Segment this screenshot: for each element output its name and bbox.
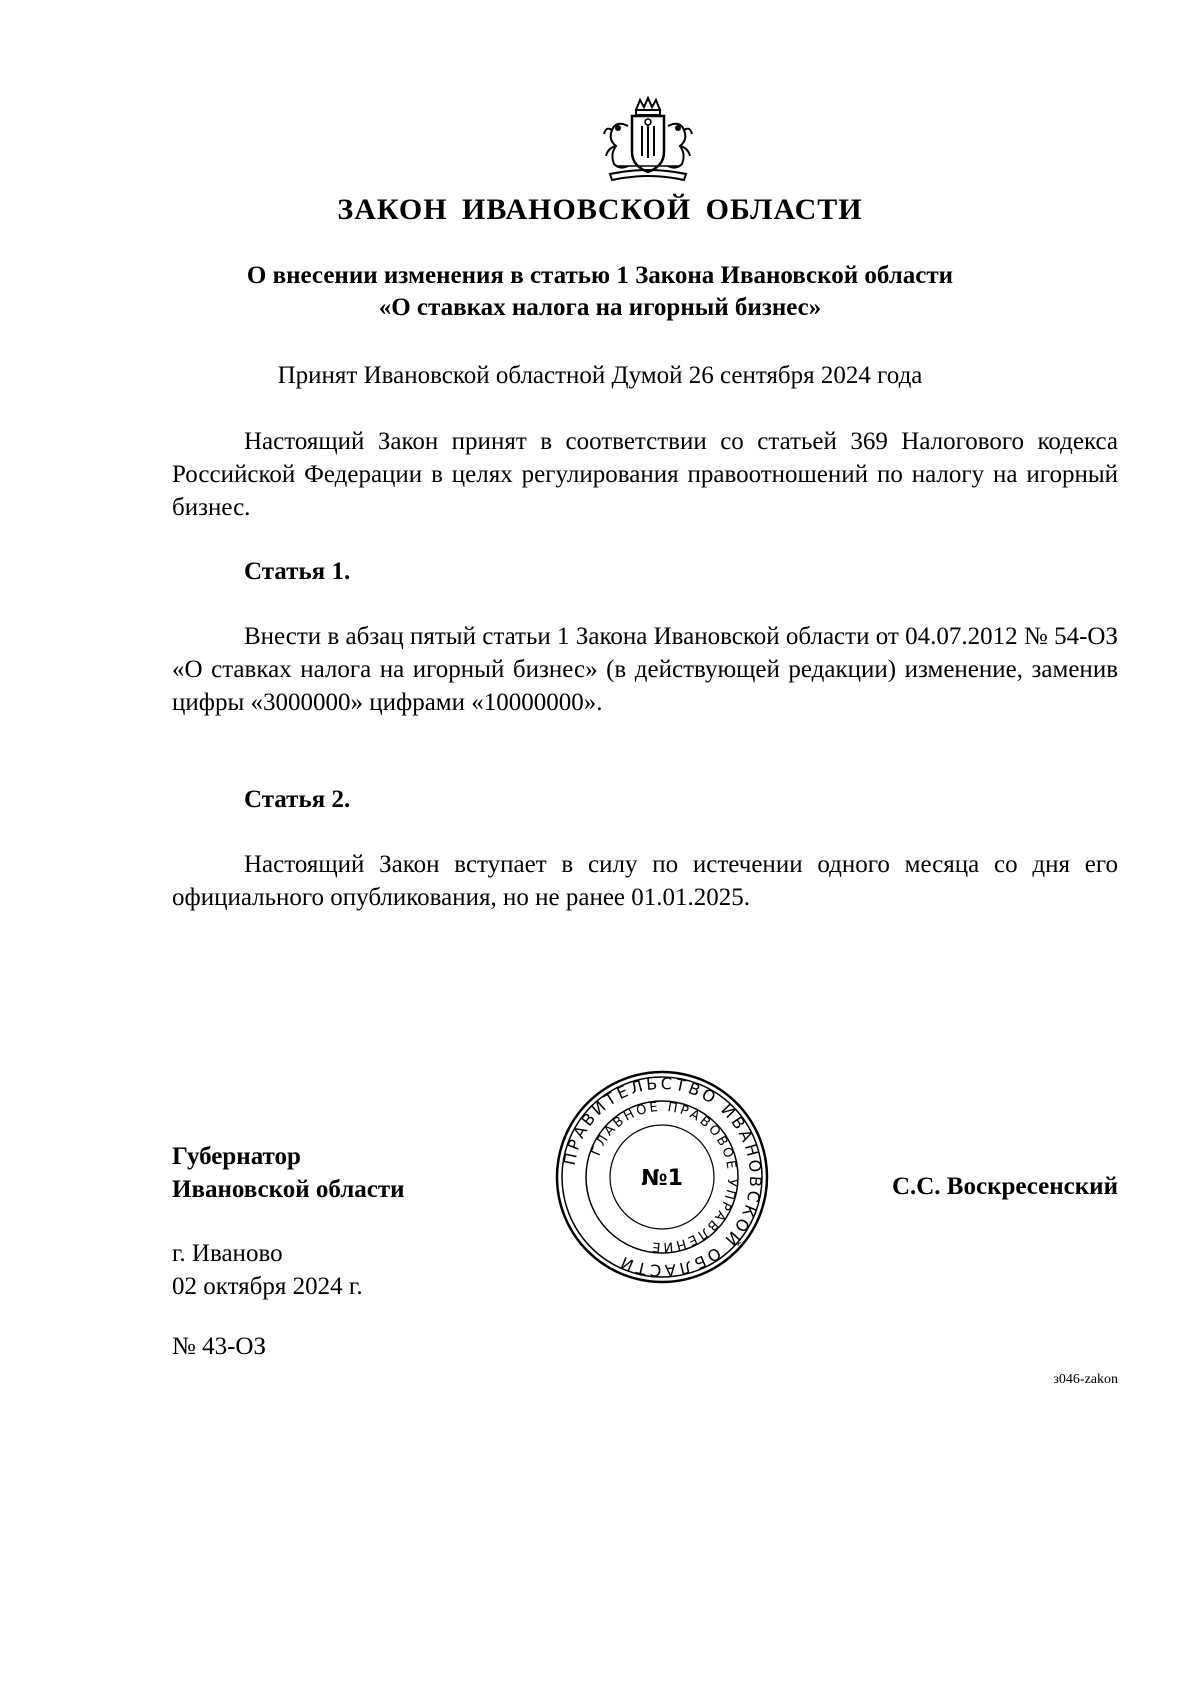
seal-inner-text: ГЛАВНОЕ ПРАВОВОЕ УПРАВЛЕНИЕ — [588, 1099, 740, 1255]
document-subtitle — [0, 260, 1200, 324]
article-2-heading: Статья 2. — [244, 786, 351, 813]
city: г. Иваново — [172, 1240, 283, 1267]
document-title: ЗАКОН ИВАНОВСКОЙ ОБЛАСТИ — [337, 193, 863, 226]
seal-center-number: №1 — [641, 1166, 683, 1191]
article-2-text: Настоящий Закон вступает в силу по истечении одного месяца со дня его официального опубликования, но не ранее 01.01.2025. — [172, 851, 1118, 911]
article-1-text: Внести в абзац пятый статьи 1 Закона Ивановской области от 04.07.2012 № 54-ОЗ «О ставках налога на игорный бизнес» (в действующей редакции) изменение, заменив цифры «3000000» цифрами «10000000». — [172, 623, 1118, 716]
article-1-heading: Статья 1. — [244, 558, 351, 585]
intro-paragraph: Настоящий Закон принят в соответствии со статьей 369 Налогового кодекса Российской Федерации в целях регулирования правоотношений по налогу на игорный бизнес. — [172, 428, 1118, 521]
signatory-name: С.С. Воскресенский — [891, 1173, 1118, 1200]
position-line-1: Губернатор — [172, 1143, 301, 1170]
subtitle-line-2: «О ставках налога на игорный бизнес» — [378, 294, 822, 321]
position-line-2: Ивановской области — [172, 1176, 405, 1203]
signatory-position — [172, 1140, 405, 1206]
seal-outer-text: ПРАВИТЕЛЬСТВО ИВАНОВСКОЙ ОБЛАСТИ — [559, 1073, 766, 1281]
adoption-line: Принят Ивановской областной Думой 26 сентября 2024 года — [277, 362, 923, 389]
signing-date: 02 октября 2024 г. — [172, 1273, 363, 1300]
subtitle-line-1: О внесении изменения в статью 1 Закона Ивановской области — [246, 262, 954, 289]
official-seal-icon — [553, 1068, 771, 1286]
place-and-date — [172, 1237, 363, 1303]
law-number: № 43-ОЗ — [172, 1333, 267, 1360]
coat-of-arms-icon — [598, 96, 698, 182]
document-code: з046-zakon — [1053, 1372, 1118, 1387]
